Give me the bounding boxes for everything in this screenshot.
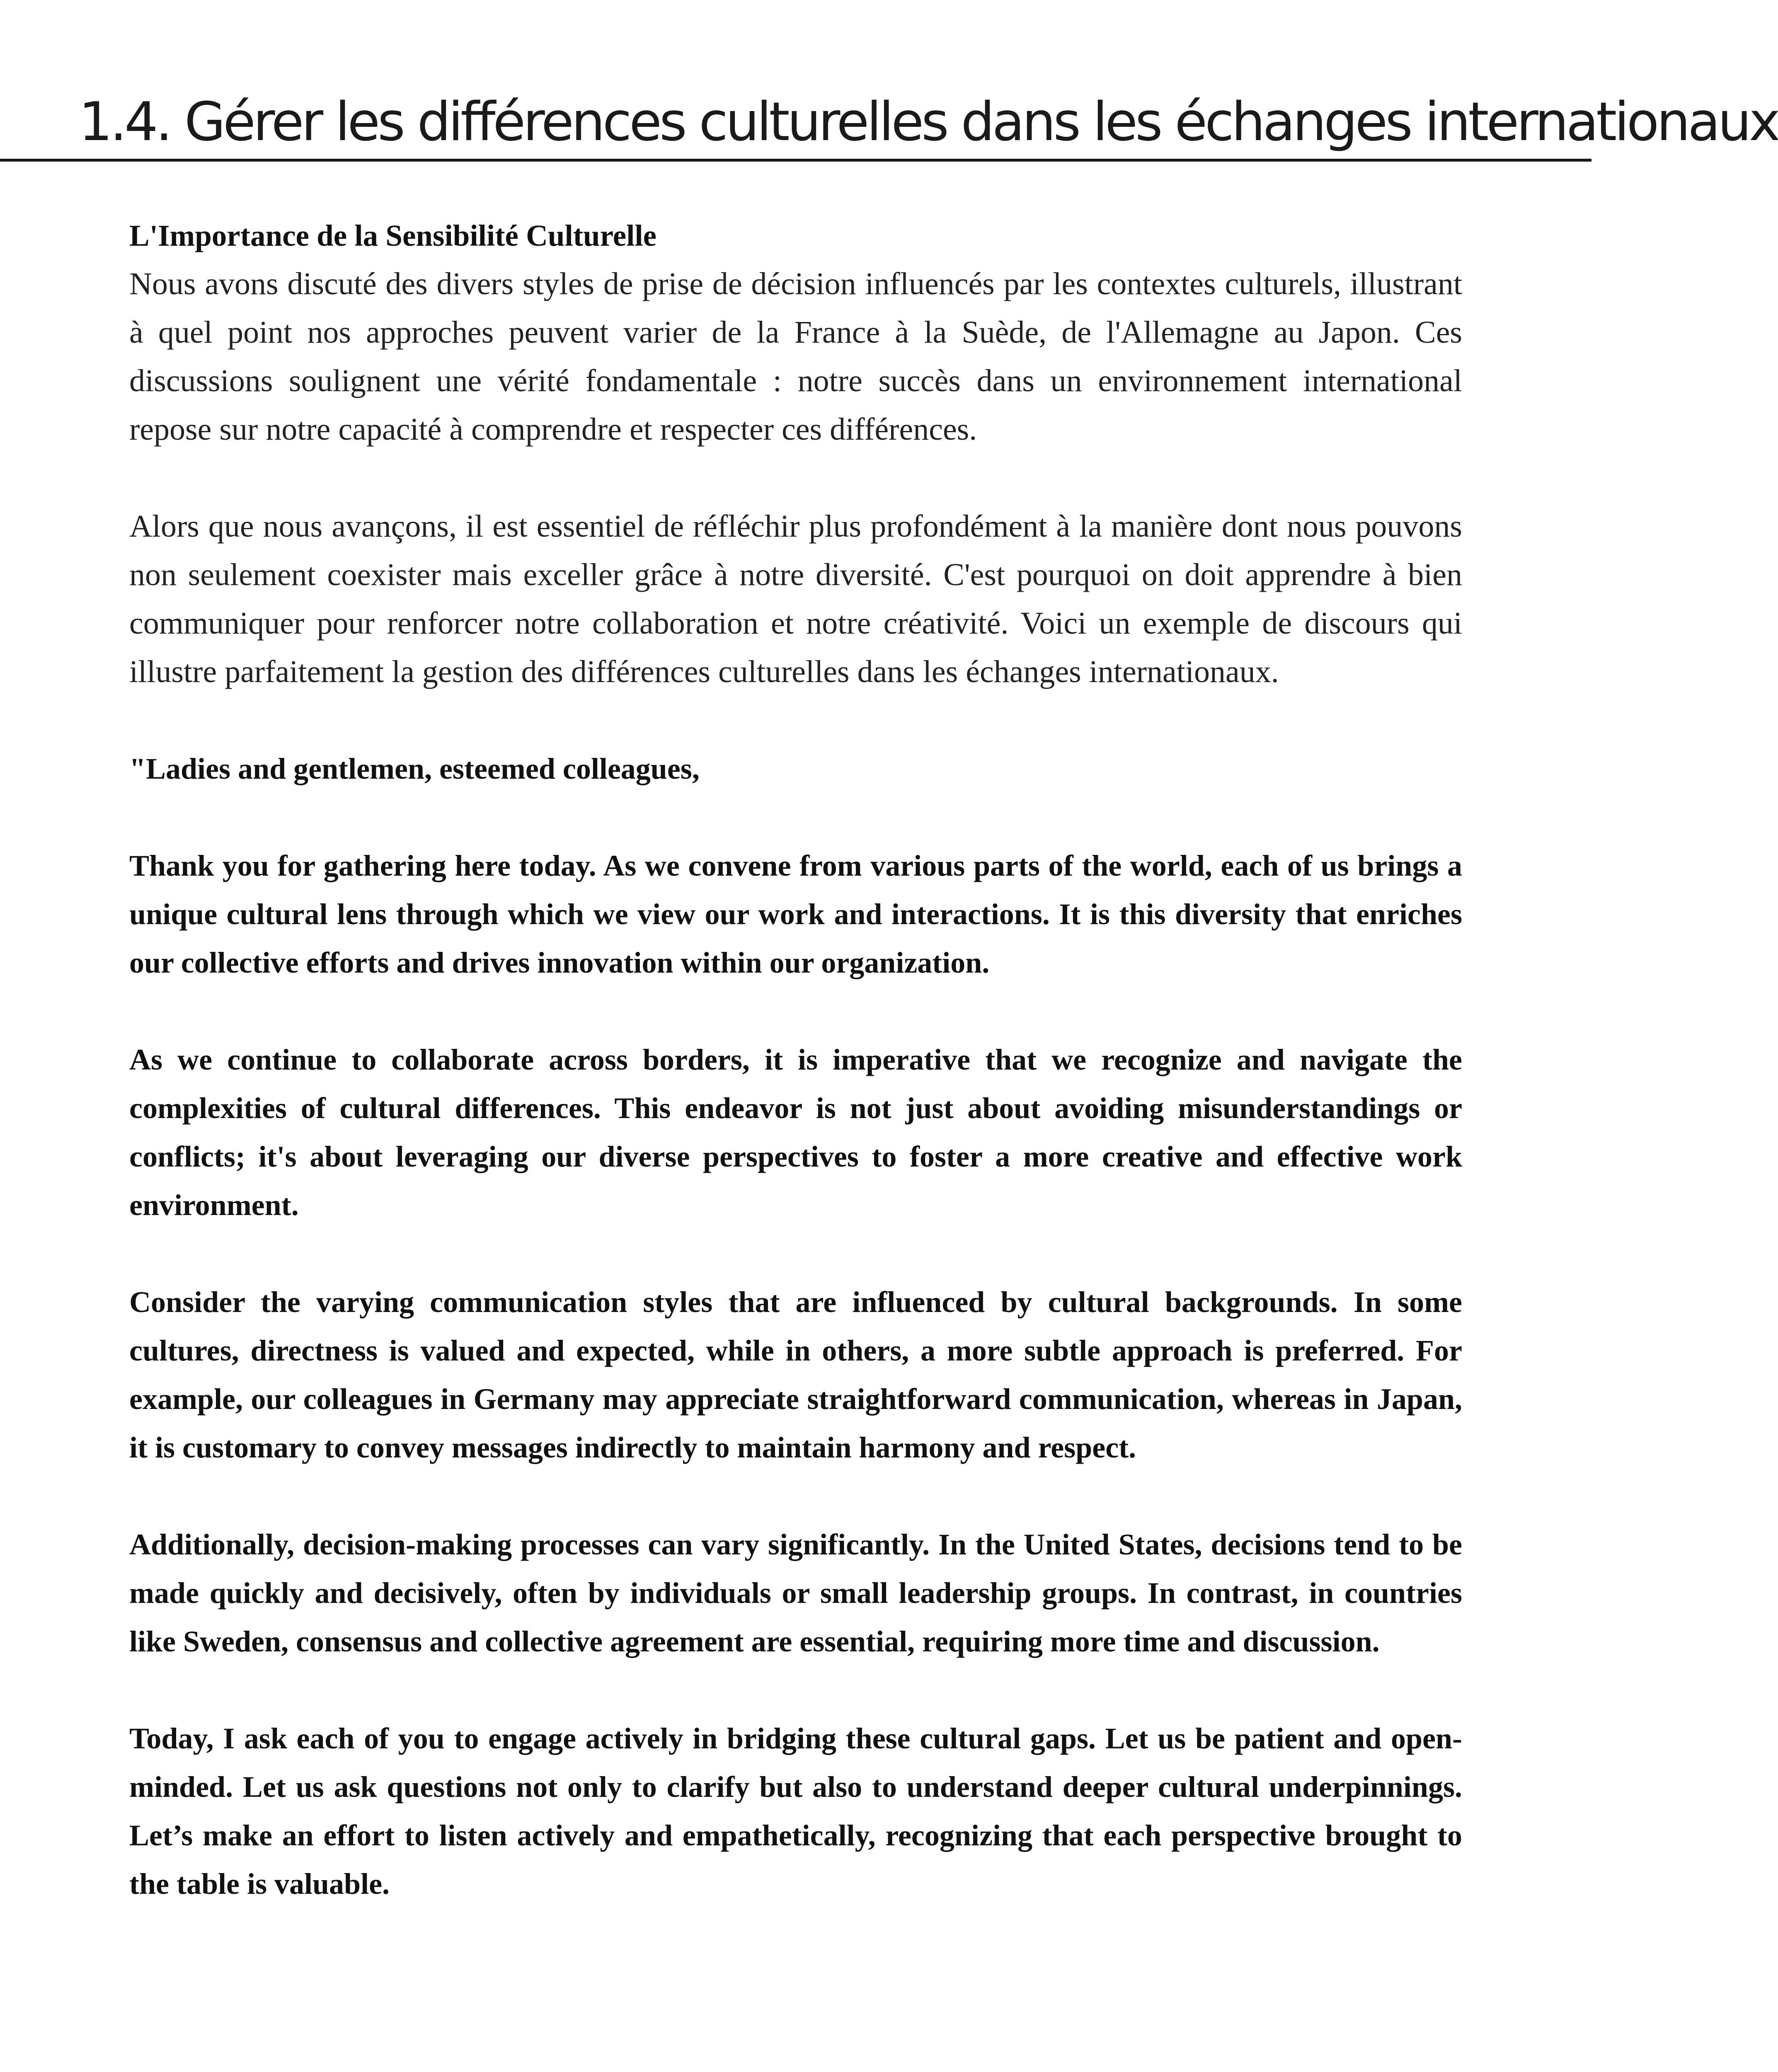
section-heading: L'Importance de la Sensibilité Culturelle [129,219,657,252]
speech-paragraph: Additionally, decision-making processes can vary significantly. In the United States, decisions tend to be made quickly and decisively, often by individuals or small leadership groups. In contrast, in countries like Sweden, consensus and collective agreement are essential, requiring more time and discussion. [129,1528,1462,1658]
speech-paragraph: As we continue to collaborate across borders, it is imperative that we recognize and navigate the complexities of cultural differences. This endeavor is not just about avoiding misunderstandings or conflicts; it's about leveraging our diverse perspectives to foster a more creative and effective work environment. [129,1043,1462,1222]
chapter-title: 1.4. Gérer les différences culturelles dans les échanges internationaux [79,91,1778,153]
header-rule [0,159,1591,162]
speech-paragraph: Thank you for gathering here today. As we convene from various parts of the world, each of us brings a unique cultural lens through which we view our work and interactions. It is this diversity that enriches our collective efforts and drives innovation within our organization. [129,849,1462,979]
speech-salutation: "Ladies and gentlemen, esteemed colleagues, [129,752,700,785]
body-paragraph: Alors que nous avançons, il est essentiel de réfléchir plus profondément à la manière dont nous pouvons non seulement coexister mais exceller grâce à notre diversité. C'est pourquoi on doit apprendre à bien communiquer pour renforcer notre collaboration et notre créativité. Voici un exemple de discours qui illustre parfaitement la gestion des différences culturelles dans les échanges internationaux. [129,509,1462,689]
page-content [129,211,1462,1957]
speech-paragraph: Today, I ask each of you to engage actively in bridging these cultural gaps. Let us be patient and open-minded. Let us ask questions not only to clarify but also to understand deeper cultural underpinnings. Let’s make an effort to listen actively and empathetically, recognizing that each perspective brought to the table is valuable. [129,1722,1462,1900]
page-header [0,0,1778,162]
speech-paragraph: Consider the varying communication styles that are influenced by cultural backgrounds. In some cultures, directness is valued and expected, while in others, a more subtle approach is preferred. For example, our colleagues in Germany may appreciate straightforward communication, whereas in Japan, it is customary to convey messages indirectly to maintain harmony and respect. [129,1285,1462,1464]
body-paragraph: Nous avons discuté des divers styles de prise de décision influencés par les contextes culturels, illustrant à quel point nos approches peuvent varier de la France à la Suède, de l'Allemagne au Japon. Ces discussions soulignent une vérité fondamentale : notre succès dans un environnement international repose sur notre capacité à comprendre et respecter ces différences. [129,266,1462,447]
